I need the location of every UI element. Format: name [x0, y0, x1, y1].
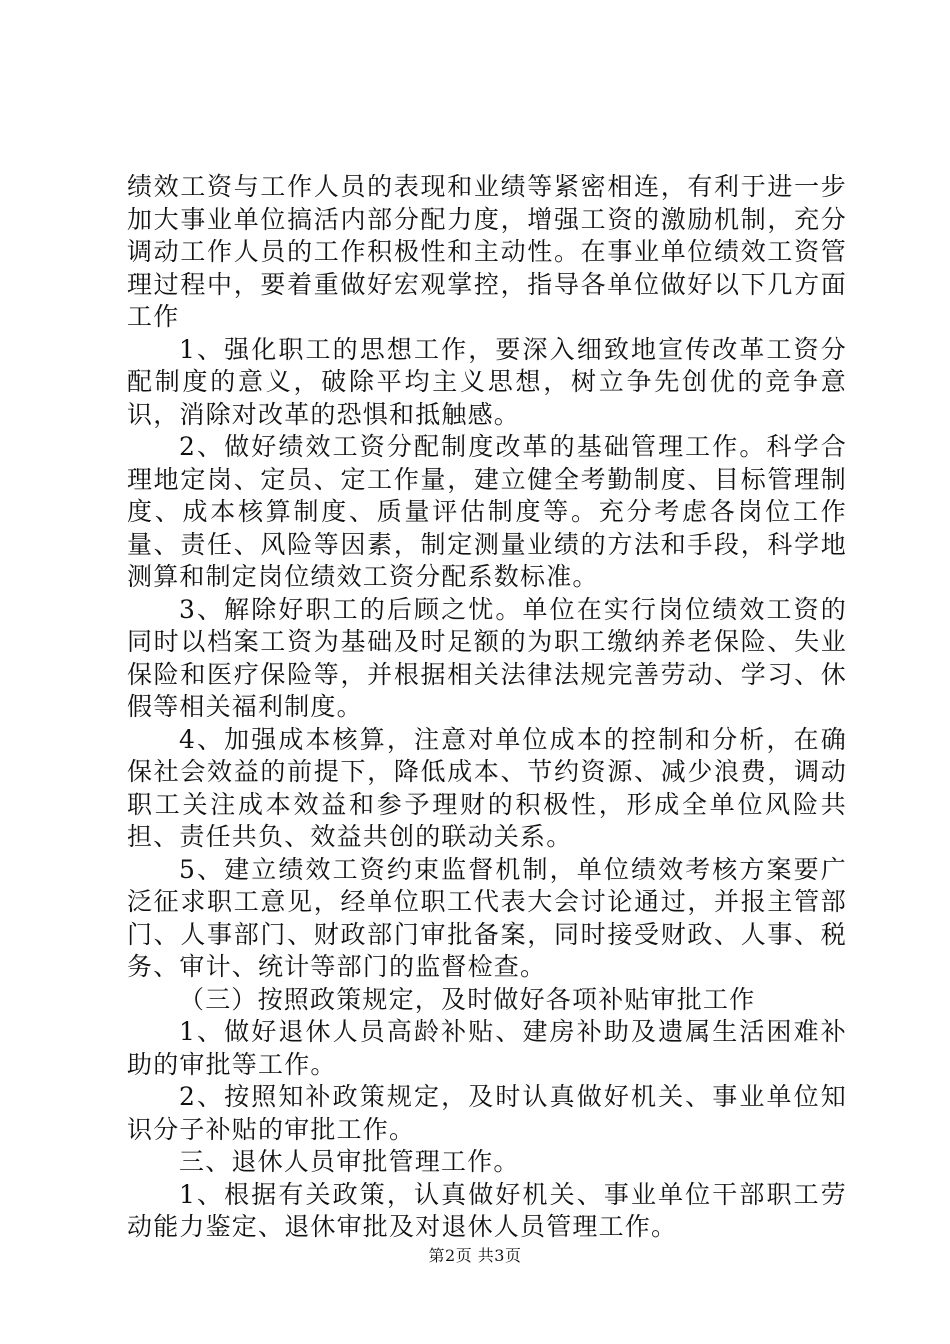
- paragraph-item-3-welfare: 3、解除好职工的后顾之忧。单位在实行岗位绩效工资的同时以档案工资为基础及时足额的为职工缴纳养老保险、失业保险和医疗保险等，并根据相关法律法规完善劳动、学习、休假等相关福利制度。: [127, 594, 847, 721]
- paragraph-item-2-management: 2、做好绩效工资分配制度改革的基础管理工作。科学合理地定岗、定员、定工作量，建立健全考勤制度、目标管理制度、成本核算制度、质量评估制度等。充分考虑各岗位工作量、责任、风险等因素，制定测量业绩的方法和手段，科学地测算和制定岗位绩效工资分配系数标准。: [127, 432, 847, 591]
- page-footer: 第2页 共3页: [428, 1246, 522, 1265]
- document-body: [127, 171, 847, 1244]
- section-heading-subsidy: （三）按照政策规定，及时做好各项补贴审批工作: [179, 984, 756, 1014]
- section-heading-retirement: 三、退休人员审批管理工作。: [179, 1147, 520, 1176]
- paragraph-item-5-supervision: 5、建立绩效工资约束监督机制，单位绩效考核方案要广泛征求职工意见，经单位职工代表大会讨论通过，并报主管部门、人事部门、财政部门审批备案，同时接受财政、人事、税务、审计、统计等部门的监督检查。: [127, 854, 847, 981]
- paragraph-intro: 绩效工资与工作人员的表现和业绩等紧密相连，有利于进一步加大事业单位搞活内部分配力度，增强工资的激励机制，充分调动工作人员的工作积极性和主动性。在事业单位绩效工资管理过程中，要着重做好宏观掌控，指导各单位做好以下几方面工作: [127, 172, 847, 331]
- paragraph-item-1-ideology: 1、强化职工的思想工作，要深入细致地宣传改革工资分配制度的意义，破除平均主义思想，树立争先创优的竞争意识，消除对改革的恐惧和抵触感。: [127, 334, 847, 429]
- paragraph-subsidy-2: 2、按照知补政策规定，及时认真做好机关、事业单位知识分子补贴的审批工作。: [127, 1082, 847, 1144]
- paragraph-retirement-1: 1、根据有关政策，认真做好机关、事业单位干部职工劳动能力鉴定、退休审批及对退休人员管理工作。: [127, 1179, 847, 1241]
- paragraph-subsidy-1: 1、做好退休人员高龄补贴、建房补助及遗属生活困难补助的审批等工作。: [127, 1017, 847, 1079]
- paragraph-item-4-cost: 4、加强成本核算，注意对单位成本的控制和分析，在确保社会效益的前提下，降低成本、节约资源、减少浪费，调动职工关注成本效益和参予理财的积极性，形成全单位风险共担、责任共负、效益共创的联动关系。: [127, 724, 847, 851]
